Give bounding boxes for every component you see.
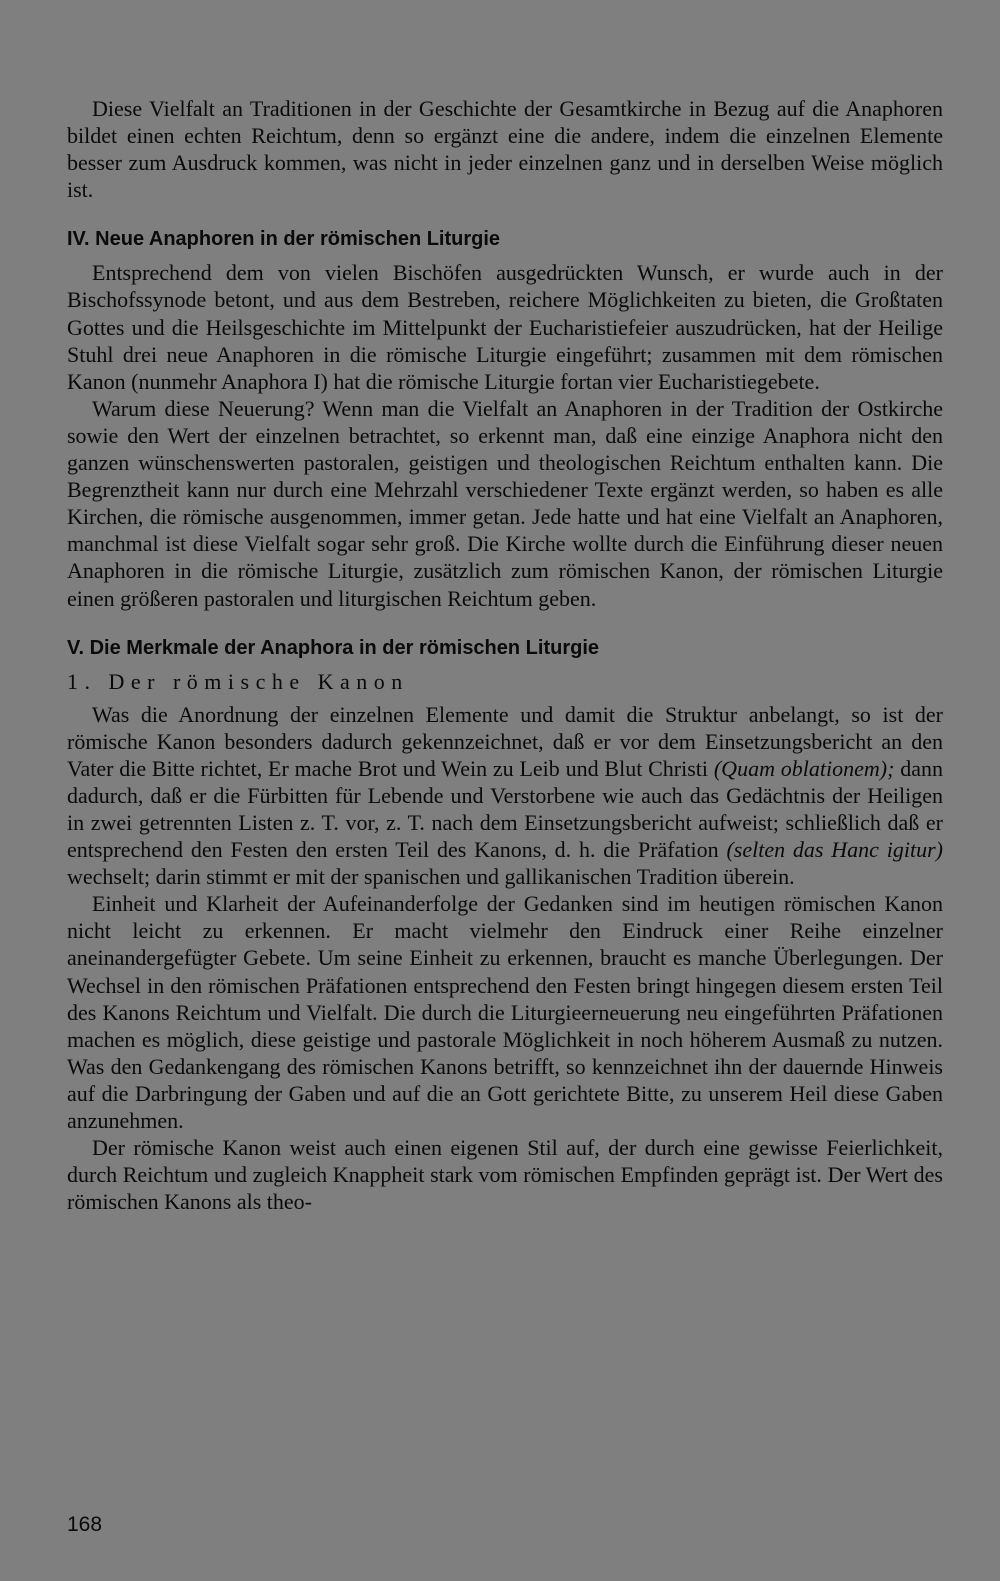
section-v-paragraph-2: Einheit und Klarheit der Aufeinanderfolge der Gedanken sind im heutigen römischen Kanon nicht leicht zu erkennen. Er macht vielmehr den Eindruck einer Reihe einzelner aneinandergefügter Gebete. Um seine Einheit zu erkennen, braucht es manche Überlegungen. Der Wechsel in den römischen Präfationen entsprechend den Festen bringt hingegen diesem ersten Teil des Kanons Reichtum und Vielfalt. Die durch die Liturgieerneuerung neu eingeführten Präfationen machen es möglich, diese geistige und pastorale Möglichkeit in noch höherem Ausmaß zu nutzen. Was den Gedankengang des römischen Kanons betrifft, so kennzeichnet ihn der dauernde Hinweis auf die Darbringung der Gaben und auf die an Gott gerichtete Bitte, zu unserem Heil diese Gaben anzunehmen. (67, 891, 943, 1133)
section-v-paragraph-1 (67, 701, 943, 891)
latin-reference: (selten das Hanc igitur) (726, 837, 943, 863)
section-heading-iv: IV. Neue Anaphoren in der römischen Liturgie (67, 228, 501, 251)
section-iv-paragraph-2: Warum diese Neuerung? Wenn man die Vielfalt an Anaphoren in der Tradition der Ostkirche sowie den Wert der einzelnen betrachtet, so erkennt man, daß eine einzige Anaphora nicht den ganzen wünschenswerten pastoralen, geistigen und theologischen Reichtum enthalten kann. Die Begrenztheit kann nur durch eine Mehrzahl verschiedener Texte ergänzt werden, so haben es alle Kirchen, die römische ausgenommen, immer getan. Jede hatte und hat eine Vielfalt an Anaphoren, manchmal ist diese Vielfalt sogar sehr groß. Die Kirche wollte durch die Einführung dieser neuen Anaphoren in die römische Liturgie, zusätzlich zum römischen Kanon, der römischen Liturgie einen größeren pastoralen und liturgischen Reichtum geben. (67, 395, 943, 611)
latin-reference: (Quam oblationem); (713, 755, 895, 781)
spacer (67, 612, 943, 635)
section-v-paragraph-3: Der römische Kanon weist auch einen eigenen Stil auf, der durch eine gewisse Feierlichkeit, durch Reichtum und zugleich Knappheit stark vom römischen Empfinden geprägt ist. Der Wert des römischen Kanons als theo- (67, 1135, 943, 1215)
paragraph-text: wechselt; darin stimmt er mit der spanischen und gallikanischen Tradition überein. (67, 864, 795, 890)
spacer (67, 203, 943, 226)
paragraph-text: Was die Anordnung der einzelnen Elemente und damit die Struktur anbelangt, so ist der römische Kanon besonders dadurch gekennzeichnet, daß er vor dem Einsetzungsbericht an den Vater die Bitte richtet, Er mache Brot und Wein zu Leib und Blut Christi (67, 701, 943, 781)
section-iv-paragraph-1: Entsprechend dem von vielen Bischöfen ausgedrückten Wunsch, er wurde auch in der Bischofssynode betont, und aus dem Bestreben, reichere Möglichkeiten zu bieten, die Großtaten Gottes und die Heilsgeschichte im Mittelpunkt der Eucharistiefeier auszudrücken, hat der Heilige Stuhl drei neue Anaphoren in die römische Liturgie eingeführt; zusammen mit dem römischen Kanon (nunmehr Anaphora I) hat die römische Liturgie fortan vier Eucharistiegebete. (67, 260, 943, 394)
section-heading-v: V. Die Merkmale der Anaphora in der römischen Liturgie (67, 636, 600, 659)
page-body (67, 95, 943, 1215)
subsection-heading: 1. Der römische Kanon (67, 668, 409, 694)
paragraph-text: dann dadurch, daß er die Fürbitten für Lebende und Verstorbene wie auch das Gedächtnis der Heiligen in zwei getrennten Listen z. T. vor, z. T. nach dem Einsetzungsbericht aufweist; schließlich daß er entsprechend den Festen den ersten Teil des Kanons, d. h. die Präfation (67, 755, 944, 863)
page-number: 168 (67, 1513, 103, 1536)
intro-paragraph: Diese Vielfalt an Traditionen in der Geschichte der Gesamtkirche in Bezug auf die Anaphoren bildet einen echten Reichtum, denn so ergänzt eine die andere, indem die einzelnen Elemente besser zum Ausdruck kommen, was nicht in jeder einzelnen ganz und in derselben Weise möglich ist. (67, 96, 943, 203)
